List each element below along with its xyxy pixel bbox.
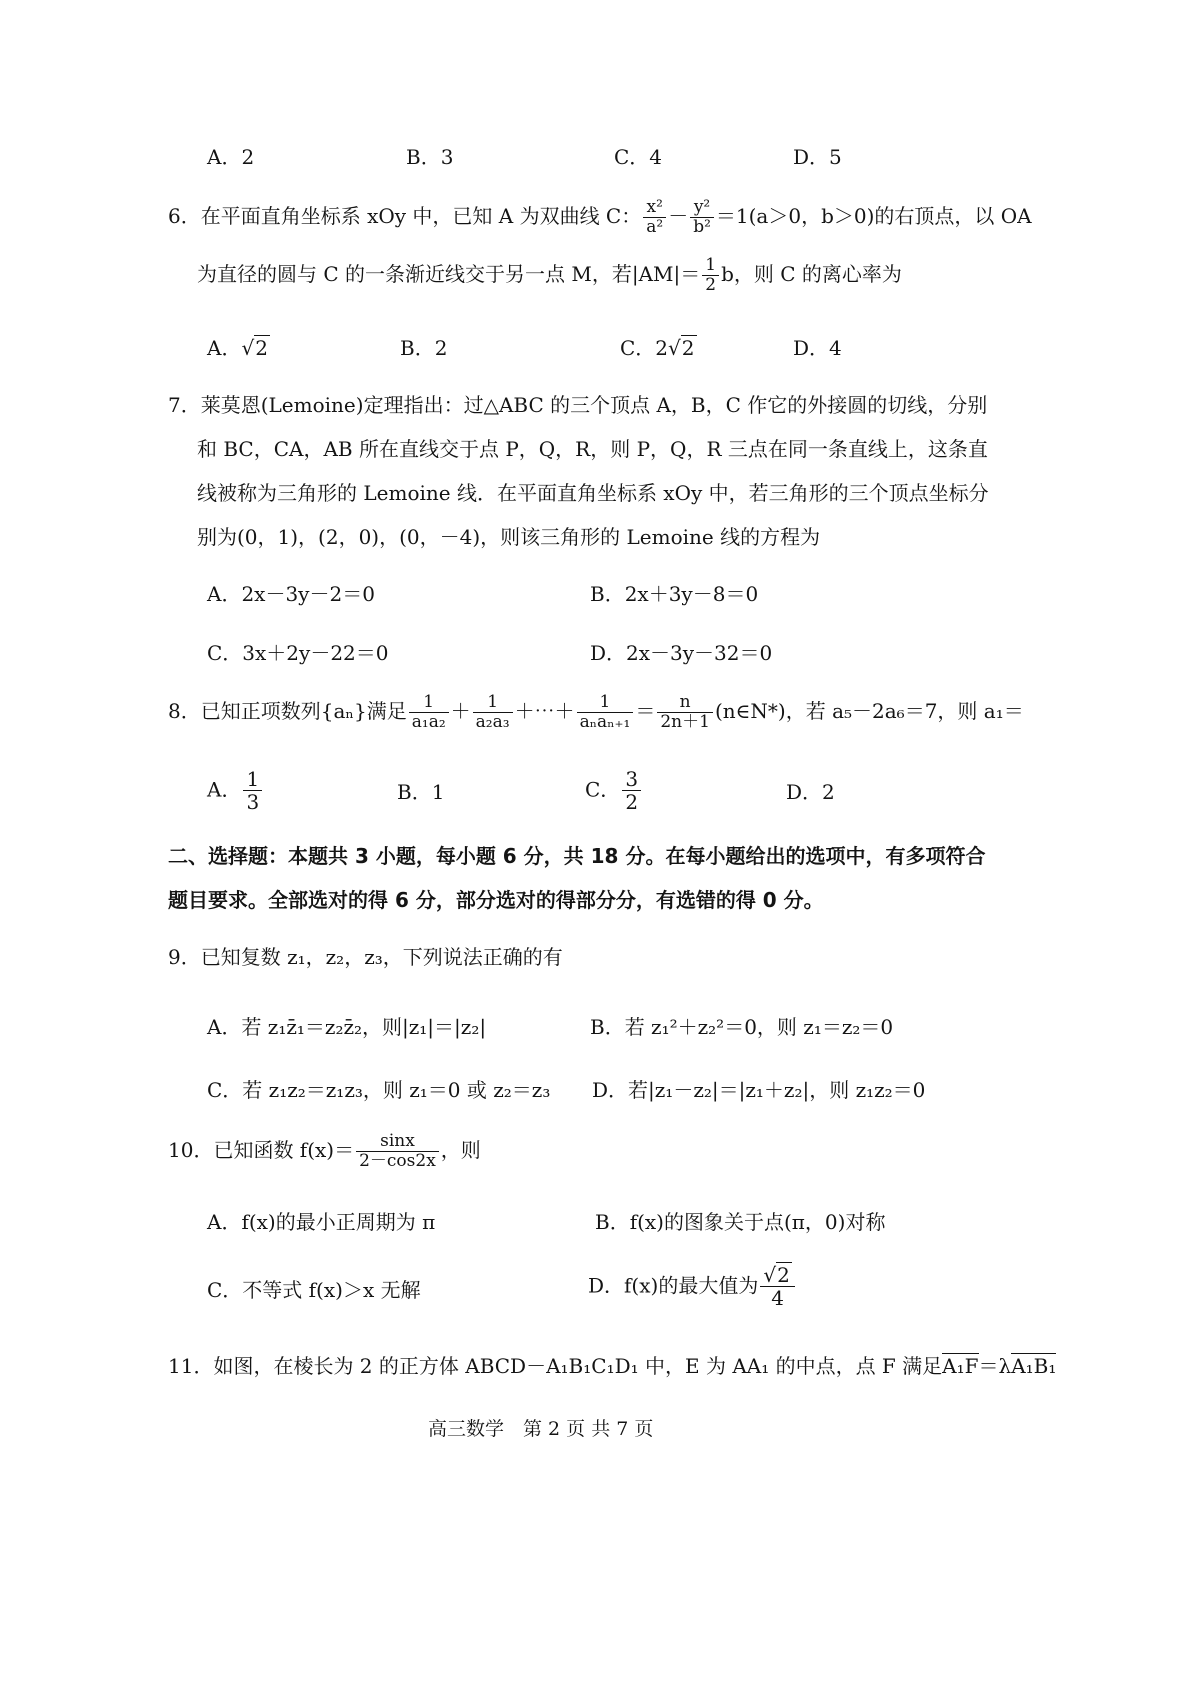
q9-option-c: C．若 z₁z₂＝z₁z₃，则 z₁＝0 或 z₂＝z₃ [207, 1078, 551, 1102]
q6-stem-line1: 6．在平面直角坐标系 xOy 中，已知 A 为双曲线 C： $\frac{\text{x²}}{\text{a²}}$ － $\frac{\text{y²}}{\text{b²}}$ ＝1(a＞0，b＞0)的右顶点，以 OA [168, 197, 1032, 237]
q5-option-c: C．4 [614, 145, 663, 169]
q7-stem-line4: 别为(0，1)，(2，0)，(0，－4)，则该三角形的 Lemoine 线的方程为 [197, 525, 821, 549]
q6-option-a: A．√2 [207, 336, 268, 360]
q7-option-b: B．2x＋3y－8＝0 [590, 582, 759, 606]
q7-stem-line3: 线被称为三角形的 Lemoine 线．在平面直角坐标系 xOy 中，若三角形的三个顶点坐标分 [197, 481, 989, 505]
vector-a1f: A₁F [942, 1354, 979, 1378]
q7-stem-line1: 7．莱莫恩(Lemoine)定理指出：过△ABC 的三个顶点 A，B，C 作它的外接圆的切线，分别 [168, 393, 988, 417]
q5-option-d: D．5 [793, 145, 842, 169]
q8-option-a-frac: $\frac{1}{3}$ [243, 768, 262, 814]
q6-suffix: ＝1(a＞0，b＞0)的右顶点，以 OA [715, 204, 1032, 229]
q10-option-d: D．f(x)的最大值为 $\frac{√2}{4}$ [588, 1264, 797, 1310]
section2-heading-line1: 二、选择题：本题共 3 小题，每小题 6 分，共 18 分。在每小题给出的选项中，有多项符合 [168, 844, 986, 868]
q6-hyperbola-frac-y: $\frac{\text{y²}}{\text{b²}}$ [690, 198, 714, 237]
q7-stem-line2: 和 BC，CA，AB 所在直线交于点 P，Q，R，则 P，Q，R 三点在同一条直线上，这条直 [197, 437, 988, 461]
q8-frac-4: $\frac{n}{2n+1}$ [657, 693, 713, 732]
q8-option-c-frac: $\frac{3}{2}$ [622, 768, 641, 814]
section2-heading-line2: 题目要求。全部选对的得 6 分，部分选对的得部分分，有选错的得 0 分。 [168, 888, 824, 912]
q5-option-a: A．2 [207, 145, 255, 169]
q11-stem: 11．如图，在棱长为 2 的正方体 ABCD－A₁B₁C₁D₁ 中，E 为 AA₁ 的中点，点 F 满足A₁F＝λA₁B₁ [168, 1354, 1057, 1378]
q9-stem: 9．已知复数 z₁，z₂，z₃，下列说法正确的有 [168, 945, 563, 969]
q6-option-b: B．2 [400, 336, 448, 360]
q6-half-frac: $\frac{1}{2}$ [702, 256, 719, 295]
q8-frac-2: $\frac{1}{\text{a₂a₃}}$ [473, 693, 513, 732]
sqrt-symbol: √2 [668, 336, 695, 360]
q10-option-c: C．不等式 f(x)＞x 无解 [207, 1278, 421, 1302]
q9-option-b: B．若 z₁²＋z₂²＝0，则 z₁＝z₂＝0 [590, 1015, 894, 1039]
q6-hyperbola-frac-x: $\frac{\text{x²}}{\text{a²}}$ [643, 198, 666, 237]
q5-option-b: B．3 [406, 145, 454, 169]
q10-option-b: B．f(x)的图象关于点(π，0)对称 [595, 1210, 886, 1234]
q7-option-d: D．2x－3y－32＝0 [590, 641, 773, 665]
q8-frac-1: $\frac{1}{\text{a₁a₂}}$ [409, 693, 449, 732]
q8-option-d: D．2 [786, 780, 835, 804]
q7-option-c: C．3x＋2y－22＝0 [207, 641, 389, 665]
q8-stem: 8．已知正项数列{aₙ}满足 $\frac{1}{\text{a₁a₂}}$ ＋ $\frac{1}{\text{a₂a₃}}$ ＋⋯＋ $\frac{1}{\text{aₙaₙ₊₁}}$ ＝ $\frac{n}{2n+1}$ (n∈N*)，若 a₅－2a₆＝7，则 a₁＝ [168, 692, 1024, 732]
sqrt-symbol: √2 [241, 336, 268, 360]
q8-frac-3: $\frac{1}{\text{aₙaₙ₊₁}}$ [577, 693, 634, 732]
q10-function-frac: $\frac{\sin x}{2-\cos 2x}$ [356, 1132, 439, 1171]
q6-option-d: D．4 [793, 336, 842, 360]
q6-option-c: C．2√2 [620, 336, 695, 360]
q8-option-a: A． $\frac{1}{3}$ [207, 768, 264, 814]
q8-option-b: B．1 [397, 780, 445, 804]
sqrt-symbol: √2 [763, 1263, 790, 1287]
vector-a1b1: A₁B₁ [1011, 1354, 1057, 1378]
q9-option-a: A．若 z₁z̄₁＝z₂z̄₂，则|z₁|＝|z₂| [207, 1015, 487, 1039]
q10-stem: 10．已知函数 f(x)＝ $\frac{\sin x}{2-\cos 2x}$ ，则 [168, 1131, 481, 1171]
q10-option-d-frac: $\frac{√2}{4}$ [760, 1264, 794, 1310]
q10-option-a: A．f(x)的最小正周期为 π [207, 1210, 436, 1234]
page-footer: 高三数学 第 2 页 共 7 页 [428, 1418, 654, 1440]
q6-stem-line2: 为直径的圆与 C 的一条渐近线交于另一点 M，若|AM|＝ $\frac{1}{2}$ b，则 C 的离心率为 [197, 255, 902, 295]
q7-option-a: A．2x－3y－2＝0 [207, 582, 375, 606]
q6-prefix: 6．在平面直角坐标系 xOy 中，已知 A 为双曲线 C： [168, 204, 642, 229]
q9-option-d: D．若|z₁－z₂|＝|z₁＋z₂|，则 z₁z₂＝0 [592, 1078, 926, 1102]
q8-option-c: C． $\frac{3}{2}$ [585, 768, 643, 814]
